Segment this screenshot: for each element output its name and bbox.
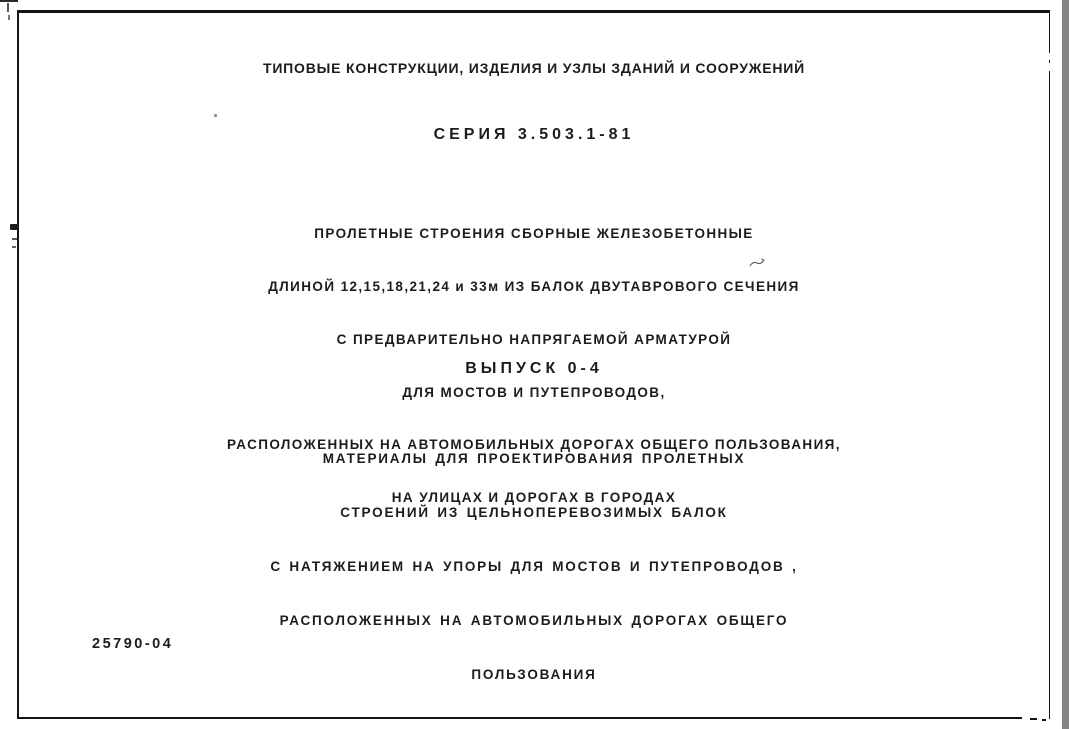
scanner-edge-strip: [1062, 0, 1069, 729]
scan-artifact: [7, 3, 9, 12]
title-line: ДЛИНОЙ 12,15,18,21,24 и 33м ИЗ БАЛОК ДВУТАВРОВОГО СЕЧЕНИЯ: [268, 278, 800, 294]
issue-number: ВЫПУСК 0-4: [465, 360, 603, 377]
frame-border-right: [1049, 10, 1051, 53]
scan-artifact: [12, 238, 17, 240]
scan-artifact: [10, 224, 19, 230]
subtitle-line: МАТЕРИАЛЫ ДЛЯ ПРОЕКТИРОВАНИЯ ПРОЛЕТНЫХ: [322, 451, 746, 466]
subtitle-line: СТРОЕНИЙ ИЗ ЦЕЛЬНОПЕРЕВОЗИМЫХ БАЛОК: [340, 505, 728, 520]
title-line: ДЛЯ МОСТОВ И ПУТЕПРОВОДОВ,: [402, 384, 666, 400]
scan-artifact: [214, 114, 217, 117]
document-header: ТИПОВЫЕ КОНСТРУКЦИИ, ИЗДЕЛИЯ И УЗЛЫ ЗДАНИЙ И СООРУЖЕНИЙ: [262, 60, 806, 76]
title-line: НА УЛИЦАХ И ДОРОГАХ В ГОРОДАХ: [391, 490, 677, 506]
frame-border-top: [17, 10, 1050, 13]
title-line: С ПРЕДВАРИТЕЛЬНО НАПРЯГАЕМОЙ АРМАТУРОЙ: [336, 331, 732, 347]
subtitle-line: С НАТЯЖЕНИЕМ НА УПОРЫ ДЛЯ МОСТОВ И ПУТЕПРОВОДОВ ,: [270, 559, 798, 574]
series-number: СЕРИЯ 3.503.1-81: [433, 126, 635, 143]
subtitle-block: [19, 414, 1049, 720]
title-line: ПРОЛЕТНЫЕ СТРОЕНИЯ СБОРНЫЕ ЖЕЛЕЗОБЕТОННЫЕ: [314, 226, 754, 242]
registration-tick-mark: [0, 0, 18, 2]
subtitle-line: РАСПОЛОЖЕННЫХ НА АВТОМОБИЛЬНЫХ ДОРОГАХ ОБЩЕГО: [279, 613, 789, 628]
subtitle-line: ПОЛЬЗОВАНИЯ: [471, 667, 597, 682]
scan-artifact: [8, 15, 10, 20]
scan-artifact: [12, 246, 16, 248]
document-inventory-number: 25790-04: [92, 636, 174, 652]
title-line: РАСПОЛОЖЕННЫХ НА АВТОМОБИЛЬНЫХ ДОРОГАХ ОБЩЕГО ПОЛЬЗОВАНИЯ,: [227, 437, 841, 453]
